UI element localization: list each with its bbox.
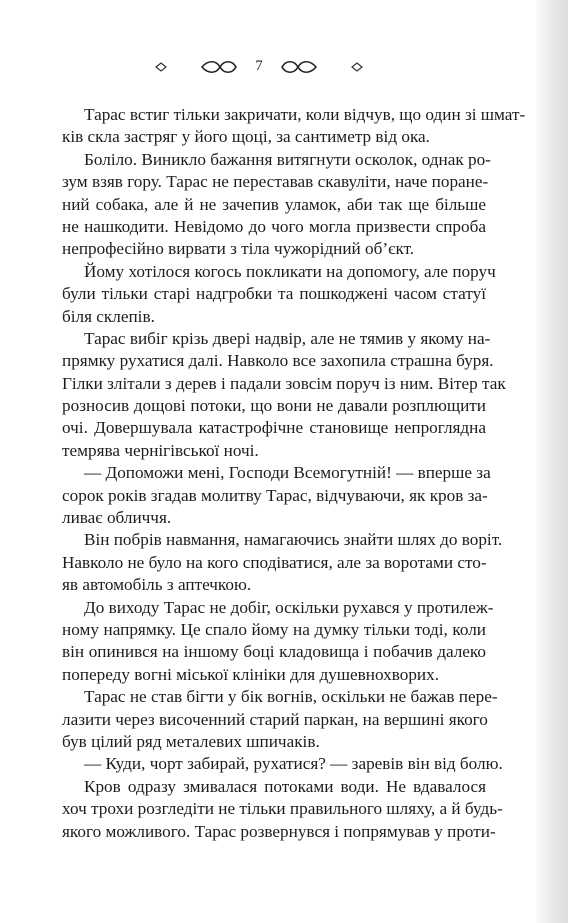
text-line: біля склепів. bbox=[62, 306, 155, 326]
text-line: До виходу Тарас не добіг, оскільки рухався у протилеж- bbox=[84, 597, 494, 617]
text-line: Він побрів навмання, намагаючись знайти шлях до воріт. bbox=[84, 530, 503, 550]
paragraph bbox=[62, 686, 498, 753]
text-line: він опинився на іншому боці кладовища і побачив далеко bbox=[62, 642, 486, 662]
paragraph bbox=[62, 529, 503, 596]
text-line: лазити через височенний старий паркан, на вершині якого bbox=[62, 709, 488, 729]
text-line: зум взяв гору. Тарас не переставав скавуліти, наче поранe- bbox=[62, 172, 489, 192]
text-line: Тарас вибіг крізь двері надвір, але не тямив у якому на- bbox=[84, 328, 491, 348]
text-line: були тільки старі надгробки та пошкоджені часом статуї bbox=[62, 284, 486, 304]
text-line: — Куди, чорт забирай, рухатися? — заревів він від болю. bbox=[84, 754, 503, 774]
text-line: Йому хотілося когось покликати на допомогу, але поруч bbox=[84, 261, 496, 281]
text-line: ків скла застряг у його щоці, за сантиметр від ока. bbox=[62, 127, 430, 147]
text-line: сорок років згадав молитву Тарас, відчуваючи, як кров за- bbox=[62, 485, 488, 505]
text-line: ливає обличчя. bbox=[62, 508, 172, 528]
running-header bbox=[68, 52, 450, 82]
body-text bbox=[62, 104, 526, 843]
text-line: — Допоможи мені, Господи Всемогутній! — вперше за bbox=[84, 463, 491, 483]
text-line: ний собака, але й не зачепив уламок, аби так ще більше bbox=[62, 194, 486, 214]
paragraph bbox=[62, 149, 491, 261]
text-line: темрява чернігівської ночі. bbox=[62, 440, 259, 460]
text-line: не нашкодити. Невідомо до чого могла призвести спроба bbox=[62, 216, 486, 236]
text-line: якого можливого. Тарас розвернувся і попрямував у проти- bbox=[62, 821, 496, 841]
text-line: яв автомобіль з аптечкою. bbox=[62, 575, 252, 595]
text-line: був цілий ряд металевих шпичаків. bbox=[62, 731, 320, 751]
text-line: непрофесійно вирвати з тіла чужорідний об’єкт. bbox=[62, 239, 415, 259]
text-line: Тарас встиг тільки закричати, коли відчув, що один зі шмат- bbox=[84, 105, 526, 124]
paragraph bbox=[62, 104, 526, 149]
page-gutter-shadow bbox=[536, 0, 568, 923]
text-line: Навколо не було на кого сподіватися, але за воротами сто- bbox=[62, 552, 487, 572]
text-line: Боліло. Виникло бажання витягнути осколок, однак ро- bbox=[84, 149, 491, 169]
paragraph bbox=[62, 462, 491, 529]
text-line: Тарас не став бігти у бік вогнів, оскільки не бажав пере- bbox=[84, 687, 498, 707]
text-line: попереду вогні міської клініки для душевнохворих. bbox=[62, 664, 440, 684]
text-line: прямку рухатися далі. Навколо все захопила страшна буря. bbox=[62, 351, 494, 371]
page-number: 7 bbox=[255, 58, 263, 74]
paragraph bbox=[62, 753, 503, 775]
text-line: розносив дощові потоки, що вони не давали розплющити bbox=[62, 396, 486, 416]
text-line: Гілки злітали з дерев і падали зовсім поруч із ним. Вітер так bbox=[62, 373, 506, 393]
text-line: ному напрямку. Це спало йому на думку тільки тоді, коли bbox=[62, 619, 486, 639]
text-line: Кров одразу змивалася потоками води. Не вдавалося bbox=[84, 776, 486, 796]
paragraph bbox=[62, 261, 496, 328]
paragraph bbox=[62, 597, 494, 687]
text-line: очі. Довершувала катастрофічне становище непроглядна bbox=[62, 418, 486, 438]
text-line: хоч трохи розгледіти не тільки правильного шляху, а й будь- bbox=[62, 799, 503, 819]
paragraph bbox=[62, 328, 506, 462]
paragraph bbox=[62, 776, 503, 843]
